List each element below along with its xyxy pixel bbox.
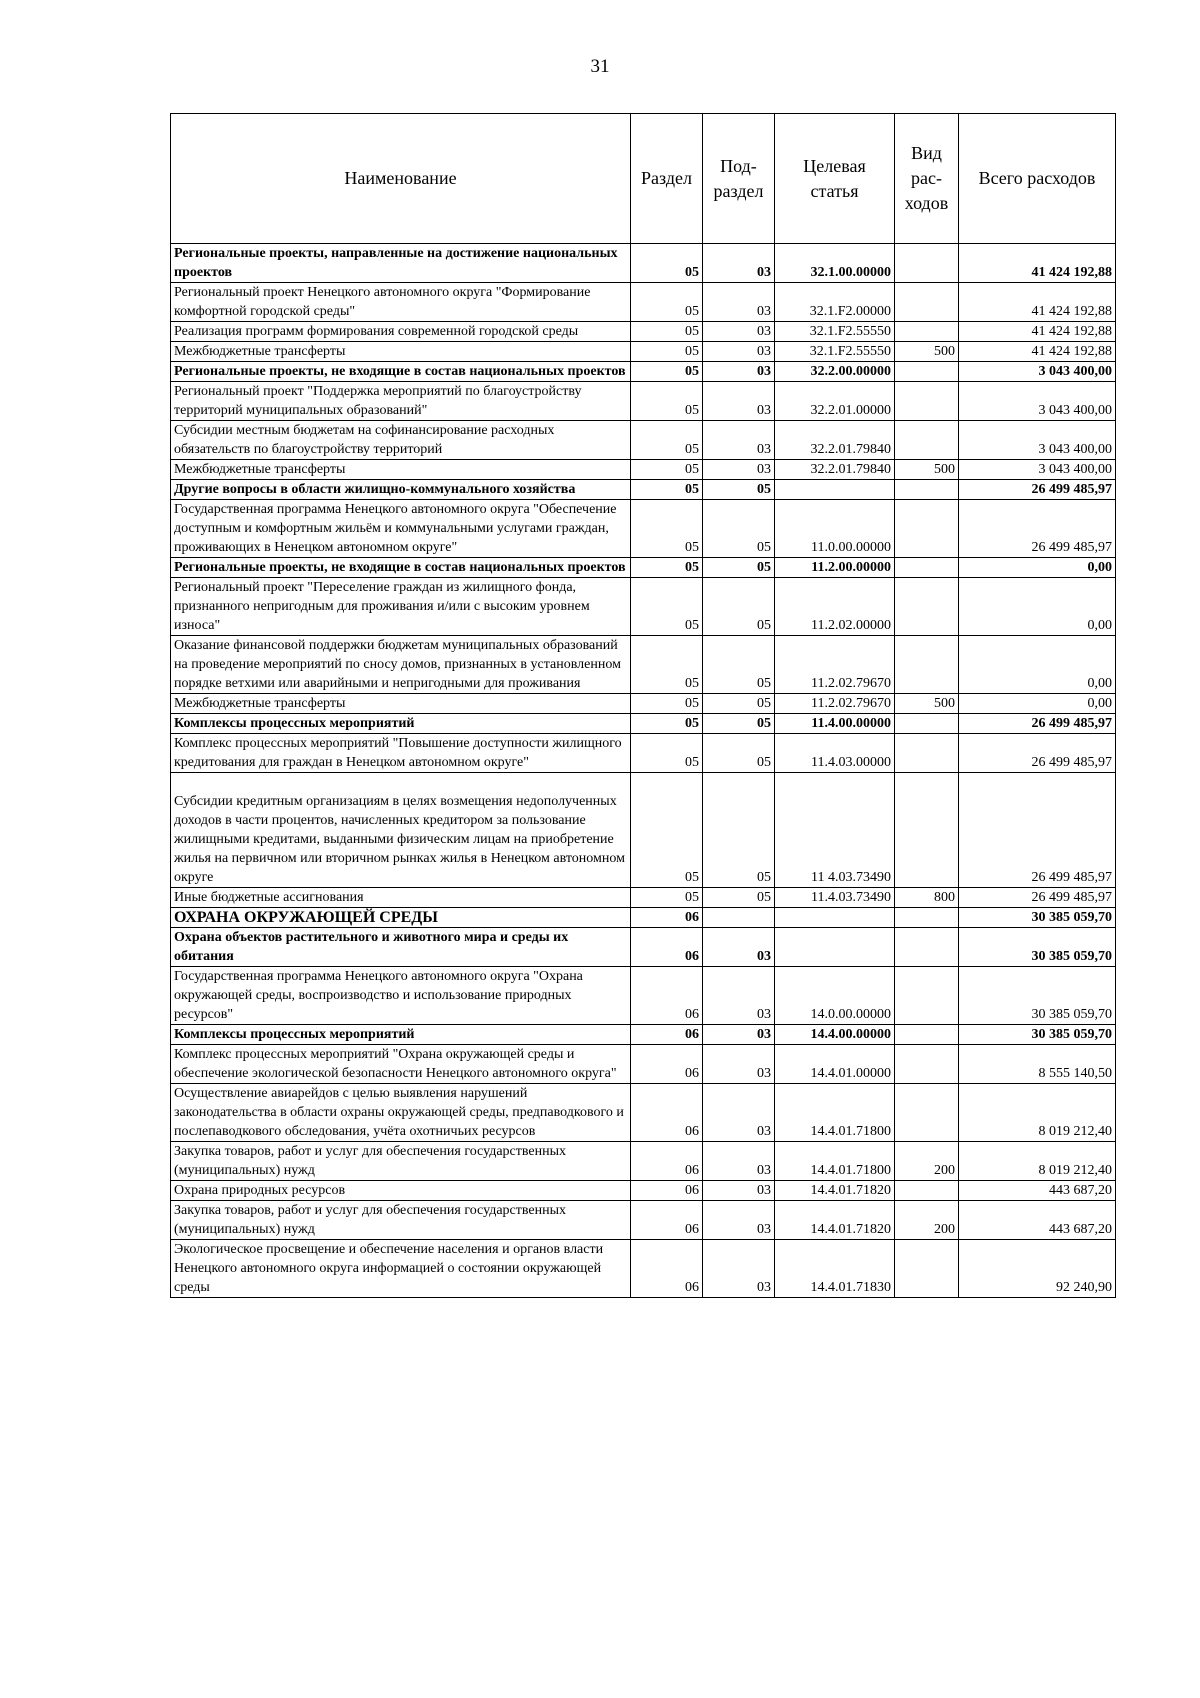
row-name-cell: Региональный проект "Поддержка мероприятий по благоустройству территорий муниципальных образований" xyxy=(171,382,631,421)
row-podrazdel-cell: 03 xyxy=(703,362,775,382)
row-razdel-cell: 05 xyxy=(631,283,703,322)
row-total-cell: 3 043 400,00 xyxy=(959,362,1116,382)
page-number: 31 xyxy=(590,56,610,77)
row-celevaya-cell xyxy=(775,480,895,500)
row-name-cell: Комплекс процессных мероприятий "Повышение доступности жилищного кредитования для граждан в Ненецком автономном округе" xyxy=(171,734,631,773)
row-vid-cell xyxy=(895,382,959,421)
row-vid-cell xyxy=(895,322,959,342)
row-razdel-cell: 06 xyxy=(631,928,703,967)
row-podrazdel-cell: 03 xyxy=(703,967,775,1025)
row-name-cell: Охрана объектов растительного и животного мира и среды их обитания xyxy=(171,928,631,967)
row-razdel-cell: 05 xyxy=(631,322,703,342)
row-total-cell: 8 019 212,40 xyxy=(959,1142,1116,1181)
row-name-cell: Комплексы процессных мероприятий xyxy=(171,714,631,734)
row-podrazdel-cell: 05 xyxy=(703,500,775,558)
row-celevaya-cell: 11.2.02.79670 xyxy=(775,694,895,714)
table-row xyxy=(171,283,1116,322)
row-vid-cell xyxy=(895,967,959,1025)
table-body xyxy=(171,244,1116,1298)
row-celevaya-cell: 14.0.00.00000 xyxy=(775,967,895,1025)
table-header-row xyxy=(171,114,1116,244)
table-row xyxy=(171,1201,1116,1240)
row-razdel-cell: 06 xyxy=(631,1240,703,1298)
row-total-cell: 443 687,20 xyxy=(959,1181,1116,1201)
row-vid-cell xyxy=(895,500,959,558)
row-total-cell: 41 424 192,88 xyxy=(959,283,1116,322)
budget-table-container xyxy=(170,113,1116,1298)
row-name-cell: Реализация программ формирования современной городской среды xyxy=(171,322,631,342)
table-row xyxy=(171,714,1116,734)
row-total-cell: 30 385 059,70 xyxy=(959,1025,1116,1045)
row-podrazdel-cell: 05 xyxy=(703,734,775,773)
row-celevaya-cell: 11 4.03.73490 xyxy=(775,773,895,888)
table-row xyxy=(171,1045,1116,1084)
row-podrazdel-cell: 03 xyxy=(703,1201,775,1240)
row-vid-cell xyxy=(895,1025,959,1045)
table-row xyxy=(171,1181,1116,1201)
row-total-cell: 3 043 400,00 xyxy=(959,460,1116,480)
row-name-cell: Субсидии местным бюджетам на софинансирование расходных обязательств по благоустройству территорий xyxy=(171,421,631,460)
row-name-cell: Другие вопросы в области жилищно-коммунального хозяйства xyxy=(171,480,631,500)
row-razdel-cell: 05 xyxy=(631,480,703,500)
row-podrazdel-cell xyxy=(703,908,775,928)
row-vid-cell xyxy=(895,908,959,928)
table-row xyxy=(171,382,1116,421)
row-podrazdel-cell: 03 xyxy=(703,283,775,322)
table-row xyxy=(171,244,1116,283)
row-celevaya-cell: 32.2.00.00000 xyxy=(775,362,895,382)
row-celevaya-cell: 14.4.01.71820 xyxy=(775,1181,895,1201)
row-total-cell: 26 499 485,97 xyxy=(959,773,1116,888)
row-podrazdel-cell: 03 xyxy=(703,382,775,421)
row-podrazdel-cell: 03 xyxy=(703,1181,775,1201)
row-celevaya-cell: 32.1.F2.55550 xyxy=(775,322,895,342)
row-name-cell: Комплекс процессных мероприятий "Охрана окружающей среды и обеспечение экологической безопасности Ненецкого автономного округа" xyxy=(171,1045,631,1084)
row-celevaya-cell: 32.2.01.79840 xyxy=(775,460,895,480)
row-celevaya-cell: 14.4.01.71800 xyxy=(775,1142,895,1181)
row-celevaya-cell: 11.0.00.00000 xyxy=(775,500,895,558)
row-total-cell: 0,00 xyxy=(959,694,1116,714)
row-name-cell: Региональные проекты, не входящие в состав национальных проектов xyxy=(171,558,631,578)
row-vid-cell xyxy=(895,734,959,773)
row-celevaya-cell: 14.4.01.00000 xyxy=(775,1045,895,1084)
row-podrazdel-cell: 03 xyxy=(703,1045,775,1084)
row-podrazdel-cell: 03 xyxy=(703,1084,775,1142)
table-row xyxy=(171,1025,1116,1045)
row-vid-cell xyxy=(895,928,959,967)
row-podrazdel-cell: 03 xyxy=(703,342,775,362)
header-total: Всего расходов xyxy=(959,114,1116,244)
row-razdel-cell: 05 xyxy=(631,342,703,362)
header-podrazdel: Под- раздел xyxy=(703,114,775,244)
row-razdel-cell: 06 xyxy=(631,1142,703,1181)
row-razdel-cell: 06 xyxy=(631,1201,703,1240)
row-total-cell: 0,00 xyxy=(959,578,1116,636)
row-celevaya-cell: 32.1.00.00000 xyxy=(775,244,895,283)
row-razdel-cell: 06 xyxy=(631,1025,703,1045)
row-razdel-cell: 05 xyxy=(631,460,703,480)
row-vid-cell xyxy=(895,1240,959,1298)
row-vid-cell xyxy=(895,773,959,888)
row-celevaya-cell: 11.2.02.79670 xyxy=(775,636,895,694)
row-razdel-cell: 05 xyxy=(631,578,703,636)
row-razdel-cell: 05 xyxy=(631,421,703,460)
row-vid-cell xyxy=(895,558,959,578)
row-name-cell: Межбюджетные трансферты xyxy=(171,460,631,480)
row-total-cell: 30 385 059,70 xyxy=(959,908,1116,928)
row-total-cell: 41 424 192,88 xyxy=(959,322,1116,342)
table-row xyxy=(171,694,1116,714)
row-celevaya-cell: 11.2.00.00000 xyxy=(775,558,895,578)
row-name-cell: Комплексы процессных мероприятий xyxy=(171,1025,631,1045)
table-row xyxy=(171,362,1116,382)
row-name-cell: Государственная программа Ненецкого автономного округа "Охрана окружающей среды, воспроизводство и использование природных ресурсов" xyxy=(171,967,631,1025)
row-vid-cell xyxy=(895,714,959,734)
row-name-cell: Закупка товаров, работ и услуг для обеспечения государственных (муниципальных) нужд xyxy=(171,1201,631,1240)
table-row xyxy=(171,773,1116,888)
row-total-cell: 0,00 xyxy=(959,558,1116,578)
header-vid: Вид рас- ходов xyxy=(895,114,959,244)
row-total-cell: 8 555 140,50 xyxy=(959,1045,1116,1084)
row-podrazdel-cell: 05 xyxy=(703,714,775,734)
row-razdel-cell: 05 xyxy=(631,773,703,888)
row-total-cell: 26 499 485,97 xyxy=(959,888,1116,908)
row-vid-cell xyxy=(895,283,959,322)
row-celevaya-cell xyxy=(775,928,895,967)
row-name-cell: ОХРАНА ОКРУЖАЮЩЕЙ СРЕДЫ xyxy=(171,908,631,928)
row-vid-cell: 500 xyxy=(895,694,959,714)
row-name-cell: Экологическое просвещение и обеспечение населения и органов власти Ненецкого автономного округа информацией о состоянии окружающей среды xyxy=(171,1240,631,1298)
row-razdel-cell: 05 xyxy=(631,362,703,382)
row-vid-cell xyxy=(895,362,959,382)
row-podrazdel-cell: 03 xyxy=(703,1025,775,1045)
row-celevaya-cell: 14.4.00.00000 xyxy=(775,1025,895,1045)
row-vid-cell: 200 xyxy=(895,1201,959,1240)
row-celevaya-cell: 11.4.03.73490 xyxy=(775,888,895,908)
row-name-cell: Региональные проекты, направленные на достижение национальных проектов xyxy=(171,244,631,283)
row-podrazdel-cell: 05 xyxy=(703,773,775,888)
row-name-cell: Межбюджетные трансферты xyxy=(171,342,631,362)
row-name-cell: Иные бюджетные ассигнования xyxy=(171,888,631,908)
table-row xyxy=(171,928,1116,967)
row-name-cell: Оказание финансовой поддержки бюджетам муниципальных образований на проведение мероприятий по сносу домов, признанных в установленном порядке ветхими или аварийными и непригодными для проживания xyxy=(171,636,631,694)
row-vid-cell: 200 xyxy=(895,1142,959,1181)
row-total-cell: 3 043 400,00 xyxy=(959,421,1116,460)
row-name-cell: Государственная программа Ненецкого автономного округа "Обеспечение доступным и комфортным жильём и коммунальными услугами граждан, проживающих в Ненецком автономном округе" xyxy=(171,500,631,558)
table-row xyxy=(171,480,1116,500)
row-podrazdel-cell: 03 xyxy=(703,421,775,460)
row-vid-cell xyxy=(895,636,959,694)
header-celevaya: Целевая статья xyxy=(775,114,895,244)
row-razdel-cell: 06 xyxy=(631,1045,703,1084)
row-podrazdel-cell: 03 xyxy=(703,1142,775,1181)
budget-table xyxy=(170,113,1116,1298)
row-celevaya-cell: 32.2.01.79840 xyxy=(775,421,895,460)
row-razdel-cell: 05 xyxy=(631,558,703,578)
row-podrazdel-cell: 05 xyxy=(703,558,775,578)
row-vid-cell xyxy=(895,421,959,460)
row-podrazdel-cell: 03 xyxy=(703,322,775,342)
table-row xyxy=(171,558,1116,578)
row-celevaya-cell: 11.2.02.00000 xyxy=(775,578,895,636)
row-total-cell: 26 499 485,97 xyxy=(959,480,1116,500)
row-celevaya-cell: 11.4.00.00000 xyxy=(775,714,895,734)
row-podrazdel-cell: 05 xyxy=(703,694,775,714)
row-celevaya-cell: 14.4.01.71820 xyxy=(775,1201,895,1240)
table-row xyxy=(171,1084,1116,1142)
table-row xyxy=(171,500,1116,558)
row-razdel-cell: 05 xyxy=(631,244,703,283)
row-celevaya-cell: 14.4.01.71800 xyxy=(775,1084,895,1142)
table-row xyxy=(171,967,1116,1025)
row-total-cell: 0,00 xyxy=(959,636,1116,694)
row-podrazdel-cell: 03 xyxy=(703,460,775,480)
row-vid-cell xyxy=(895,578,959,636)
table-row xyxy=(171,421,1116,460)
row-celevaya-cell: 32.1.F2.00000 xyxy=(775,283,895,322)
row-podrazdel-cell: 05 xyxy=(703,578,775,636)
table-row xyxy=(171,1142,1116,1181)
table-row xyxy=(171,578,1116,636)
row-vid-cell xyxy=(895,244,959,283)
row-podrazdel-cell: 05 xyxy=(703,636,775,694)
row-razdel-cell: 05 xyxy=(631,382,703,421)
table-row xyxy=(171,908,1116,928)
row-podrazdel-cell: 05 xyxy=(703,888,775,908)
row-name-cell: Осуществление авиарейдов с целью выявления нарушений законодательства в области охраны окружающей среды, предпаводкового и послепаводкового обследования, учёта охотничьих ресурсов xyxy=(171,1084,631,1142)
row-razdel-cell: 06 xyxy=(631,1084,703,1142)
row-total-cell: 41 424 192,88 xyxy=(959,244,1116,283)
row-vid-cell: 800 xyxy=(895,888,959,908)
row-podrazdel-cell: 03 xyxy=(703,928,775,967)
row-razdel-cell: 06 xyxy=(631,908,703,928)
row-vid-cell: 500 xyxy=(895,460,959,480)
row-razdel-cell: 06 xyxy=(631,1181,703,1201)
row-razdel-cell: 05 xyxy=(631,734,703,773)
table-row xyxy=(171,888,1116,908)
row-celevaya-cell: 11.4.03.00000 xyxy=(775,734,895,773)
header-name: Наименование xyxy=(171,114,631,244)
row-celevaya-cell: 32.1.F2.55550 xyxy=(775,342,895,362)
row-podrazdel-cell: 03 xyxy=(703,1240,775,1298)
row-total-cell: 41 424 192,88 xyxy=(959,342,1116,362)
row-total-cell: 26 499 485,97 xyxy=(959,734,1116,773)
row-total-cell: 8 019 212,40 xyxy=(959,1084,1116,1142)
row-total-cell: 26 499 485,97 xyxy=(959,714,1116,734)
row-total-cell: 92 240,90 xyxy=(959,1240,1116,1298)
row-razdel-cell: 05 xyxy=(631,636,703,694)
row-razdel-cell: 05 xyxy=(631,714,703,734)
row-celevaya-cell xyxy=(775,908,895,928)
row-name-cell: Межбюджетные трансферты xyxy=(171,694,631,714)
row-vid-cell: 500 xyxy=(895,342,959,362)
row-name-cell: Региональный проект "Переселение граждан из жилищного фонда, признанного непригодным для проживания и/или с высоким уровнем износа" xyxy=(171,578,631,636)
row-total-cell: 443 687,20 xyxy=(959,1201,1116,1240)
row-vid-cell xyxy=(895,1181,959,1201)
row-razdel-cell: 05 xyxy=(631,888,703,908)
row-vid-cell xyxy=(895,480,959,500)
row-razdel-cell: 05 xyxy=(631,694,703,714)
row-razdel-cell: 06 xyxy=(631,967,703,1025)
table-row xyxy=(171,322,1116,342)
row-celevaya-cell: 14.4.01.71830 xyxy=(775,1240,895,1298)
row-vid-cell xyxy=(895,1045,959,1084)
table-row xyxy=(171,342,1116,362)
row-podrazdel-cell: 03 xyxy=(703,244,775,283)
table-row xyxy=(171,636,1116,694)
row-celevaya-cell: 32.2.01.00000 xyxy=(775,382,895,421)
row-total-cell: 26 499 485,97 xyxy=(959,500,1116,558)
row-podrazdel-cell: 05 xyxy=(703,480,775,500)
row-name-cell: Закупка товаров, работ и услуг для обеспечения государственных (муниципальных) нужд xyxy=(171,1142,631,1181)
row-vid-cell xyxy=(895,1084,959,1142)
row-total-cell: 30 385 059,70 xyxy=(959,928,1116,967)
row-razdel-cell: 05 xyxy=(631,500,703,558)
row-total-cell: 3 043 400,00 xyxy=(959,382,1116,421)
row-name-cell: Региональные проекты, не входящие в состав национальных проектов xyxy=(171,362,631,382)
table-row xyxy=(171,460,1116,480)
row-name-cell: Региональный проект Ненецкого автономного округа "Формирование комфортной городской среды" xyxy=(171,283,631,322)
row-name-cell: Охрана природных ресурсов xyxy=(171,1181,631,1201)
header-razdel: Раздел xyxy=(631,114,703,244)
table-row xyxy=(171,734,1116,773)
row-name-cell: Субсидии кредитным организациям в целях возмещения недополученных доходов в части процентов, начисленных кредитором за пользование жилищными кредитами, выданными физическим лицам на приобретение жилья на первичном или вторичном рынках жилья в Ненецком автономном округе xyxy=(171,773,631,888)
row-total-cell: 30 385 059,70 xyxy=(959,967,1116,1025)
table-row xyxy=(171,1240,1116,1298)
